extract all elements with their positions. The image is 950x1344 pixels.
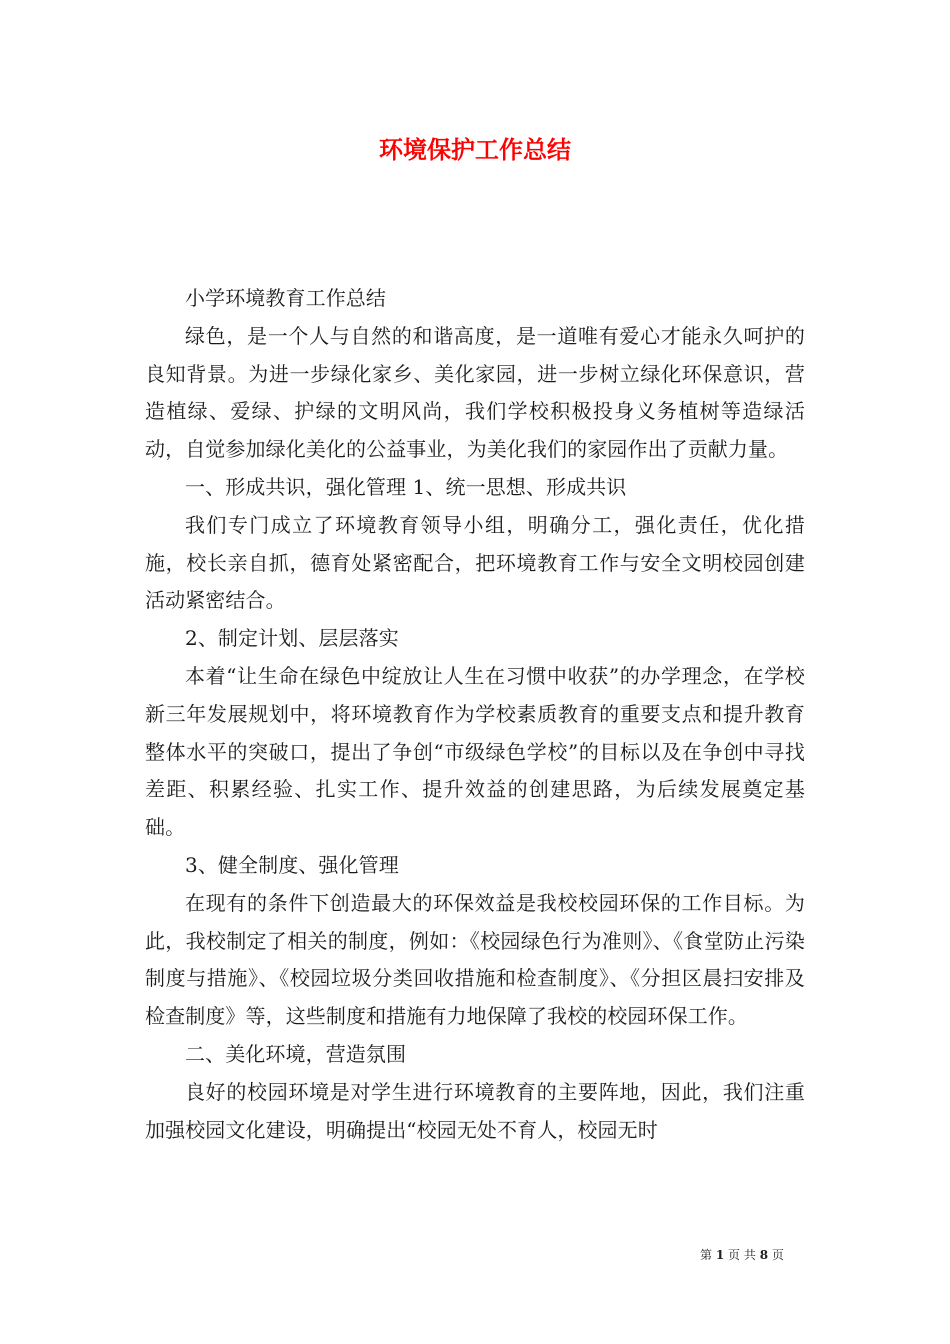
page-title: 环境保护工作总结 [379, 136, 571, 164]
current-page-number: 1 [715, 1248, 725, 1262]
paragraph: 绿色，是一个人与自然的和谐高度，是一道唯有爱心才能永久呵护的良知背景。为进一步绿化家乡、美化家园，进一步树立绿化环保意识，营造植绿、爱绿、护绿的文明风尚，我们学校积极投身义务植树等造绿活动，自觉参加绿化美化的公益事业，为美化我们的家园作出了贡献力量。 [145, 323, 805, 462]
paragraph: 本着“让生命在绿色中绽放让人生在习惯中收获”的办学理念，在学校新三年发展规划中，将环境教育作为学校素质教育的重要支点和提升教育整体水平的突破口，提出了争创“市级绿色学校”的目标以及在争创中寻找差距、积累经验、扎实工作、提升效益的创建思路，为后续发展奠定基础。 [145, 663, 805, 840]
paragraph: 一、形成共识，强化管理 1、统一思想、形成共识 [185, 474, 627, 499]
paragraph: 2、制定计划、层层落实 [185, 626, 399, 651]
paragraph: 小学环境教育工作总结 [185, 286, 386, 310]
paragraph: 二、美化环境，营造氛围 [185, 1041, 407, 1066]
paragraph: 良好的校园环境是对学生进行环境教育的主要阵地，因此，我们注重加强校园文化建设，明确提出“校园无处不育人，校园无时 [145, 1079, 805, 1142]
paragraph: 在现有的条件下创造最大的环保效益是我校校园环保的工作目标。为此，我校制定了相关的制度，例如：《校园绿色行为准则》、《食堂防止污染制度与措施》、《校园垃圾分类回收措施和检查制度》、《分担区晨扫安排及检查制度》等，这些制度和措施有力地保障了我校的校园环保工作。 [145, 890, 805, 1029]
footer-suffix: 页 [771, 1248, 784, 1262]
document-body [145, 280, 805, 1149]
total-pages-number: 8 [759, 1248, 769, 1262]
footer-middle: 页 共 [728, 1248, 756, 1262]
paragraph: 3、健全制度、强化管理 [185, 852, 399, 877]
paragraph: 我们专门成立了环境教育领导小组，明确分工，强化责任，优化措施，校长亲自抓，德育处紧密配合，把环境教育工作与安全文明校园创建活动紧密结合。 [145, 512, 805, 613]
page-footer [700, 1246, 810, 1264]
footer-prefix: 第 [700, 1248, 713, 1262]
